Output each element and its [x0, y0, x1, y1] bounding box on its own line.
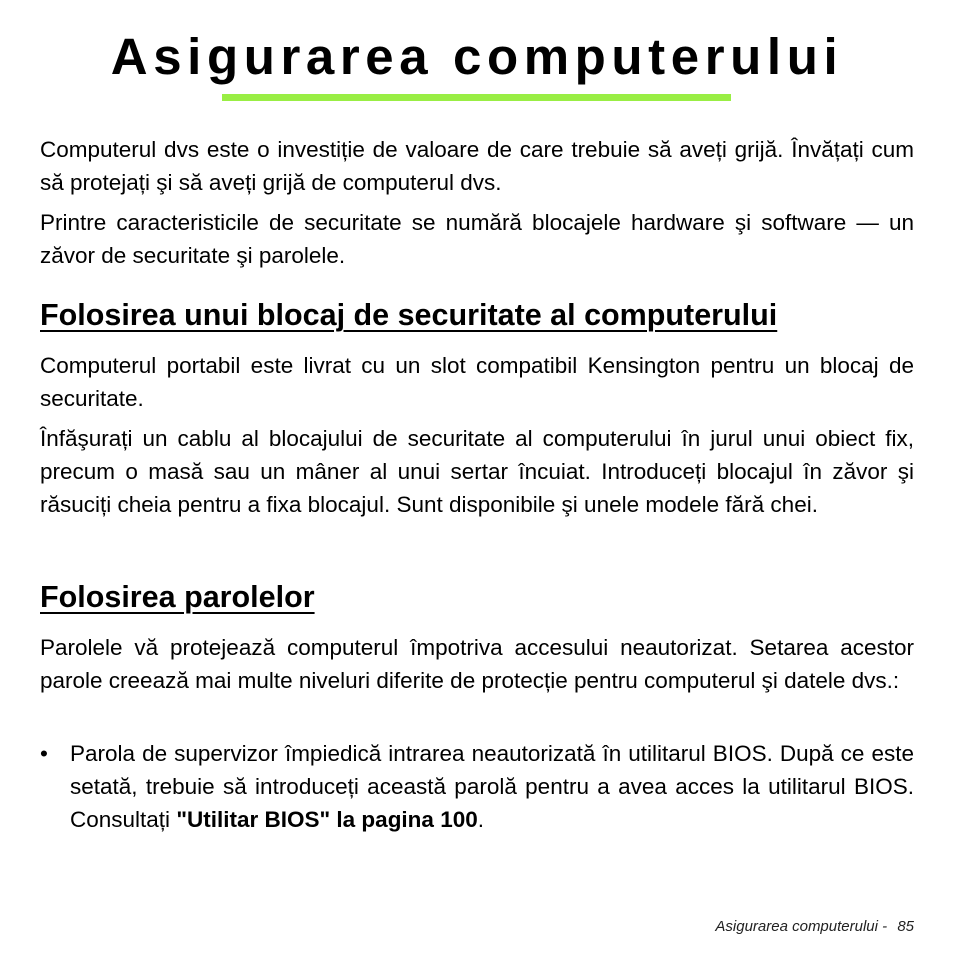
heading-security-lock: Folosirea unui blocaj de securitate al computerului: [40, 298, 778, 332]
bullet-supervisor-password: [70, 737, 914, 836]
title-underline-bar: [222, 94, 731, 101]
intro-paragraph-1: Computerul dvs este o investiție de valoare de care trebuie să aveți grijă. Învățați cum să protejați şi să aveți grijă de computerul dvs.: [40, 137, 914, 195]
lock-paragraph-1: Computerul portabil este livrat cu un slot compatibil Kensington pentru un blocaj de securitate.: [40, 353, 914, 411]
page-footer: [715, 918, 914, 935]
bullet-marker: •: [40, 741, 48, 766]
bullet-text: Parola de supervizor împiedică intrarea neautorizată în utilitarul BIOS. După ce este setată, trebuie să introduceți această parolă pentru a avea acces la utilitarul BIOS. Consultați: [70, 741, 914, 832]
intro-paragraph-2: Printre caracteristicile de securitate se numără blocajele hardware şi software — un zăvor de securitate şi parolele.: [40, 210, 914, 268]
footer-section-name: Asigurarea computerului -: [715, 918, 888, 935]
page-title: Asigurarea computerului: [110, 28, 844, 85]
bullet-period: .: [477, 807, 484, 832]
passwords-paragraph-1: Parolele vă protejează computerul împotriva accesului neautorizat. Setarea acestor parole creează mai multe niveluri diferite de protecție pentru computerul şi datele dvs.:: [40, 635, 914, 693]
footer-page-number: 85: [897, 918, 914, 935]
heading-passwords: Folosirea parolelor: [40, 580, 315, 614]
bios-utility-link[interactable]: "Utilitar BIOS" la pagina 100: [176, 807, 478, 832]
lock-paragraph-2: Înfăşurați un cablu al blocajului de securitate al computerului în jurul unui obiect fix, precum o masă sau un mâner al unui sertar încuiat. Introduceți blocajul în zăvor şi răsuciți cheia pentru a fixa blocajul. Sunt disponibile şi unele modele fără chei.: [40, 426, 914, 517]
